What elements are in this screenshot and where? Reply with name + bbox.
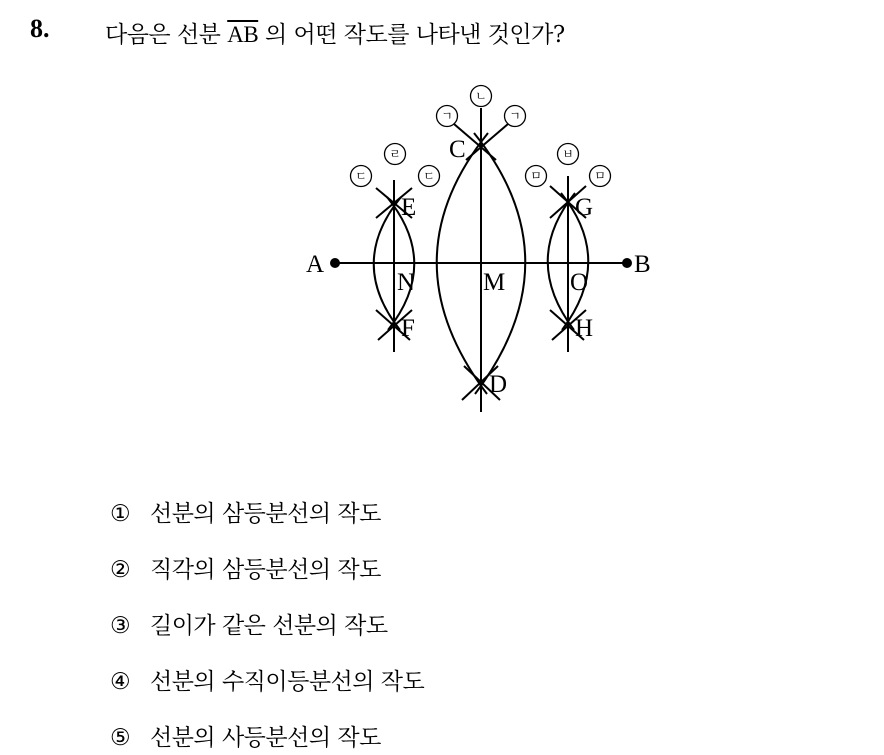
label-a: A [306, 251, 325, 278]
choice-3[interactable] [110, 607, 388, 640]
label-d: D [489, 371, 508, 398]
mark-giyeok-right: ㄱ [509, 109, 521, 123]
label-n: N [397, 269, 416, 296]
mark-digeut-left: ㄷ [355, 169, 367, 183]
segment-ab-overline: $\overline{AB}$ [227, 22, 259, 47]
mark-rieul: ㄹ [389, 147, 401, 161]
choice-5-number: ⑤ [110, 725, 131, 751]
mark-bieup: ㅂ [562, 147, 574, 161]
mark-mieum-right: ㅁ [594, 169, 606, 183]
point-b-dot [622, 258, 632, 268]
choice-2-number: ② [110, 557, 131, 583]
label-m: M [483, 269, 506, 296]
label-h: H [575, 315, 594, 342]
choice-3-number: ③ [110, 613, 131, 639]
arc-gh-left [548, 193, 575, 330]
label-c: C [449, 136, 466, 163]
choice-1[interactable] [110, 495, 381, 528]
choice-2[interactable] [110, 551, 381, 584]
question-number: 8. [30, 14, 50, 43]
mark-digeut-right: ㄷ [423, 169, 435, 183]
mark-mieum-left: ㅁ [530, 169, 542, 183]
choice-5[interactable] [110, 719, 381, 752]
cross-c-2 [466, 124, 508, 160]
label-f: F [401, 315, 415, 342]
choice-2-text: 직각의 삼등분선의 작도 [150, 557, 381, 583]
choice-4-number: ④ [110, 669, 131, 695]
choice-4[interactable] [110, 663, 424, 696]
mark-giyeok-left: ㄱ [441, 109, 453, 123]
choice-4-text: 선분의 수직이등분선의 작도 [150, 669, 425, 695]
question-text-after: 의 어떤 작도를 나타낸 것인가? [258, 22, 565, 48]
label-o: O [570, 269, 589, 296]
choice-3-text: 길이가 같은 선분의 작도 [150, 613, 388, 639]
label-b: B [634, 251, 651, 278]
choice-1-text: 선분의 삼등분선의 작도 [150, 501, 381, 527]
choice-1-number: ① [110, 501, 131, 527]
mark-nieun-c: ㄴ [475, 89, 487, 103]
question-text-before: 다음은 선분 [105, 22, 228, 48]
choice-5-text: 선분의 사등분선의 작도 [150, 725, 381, 751]
label-e: E [401, 194, 417, 221]
point-a-dot [330, 258, 340, 268]
label-g: G [575, 194, 594, 221]
